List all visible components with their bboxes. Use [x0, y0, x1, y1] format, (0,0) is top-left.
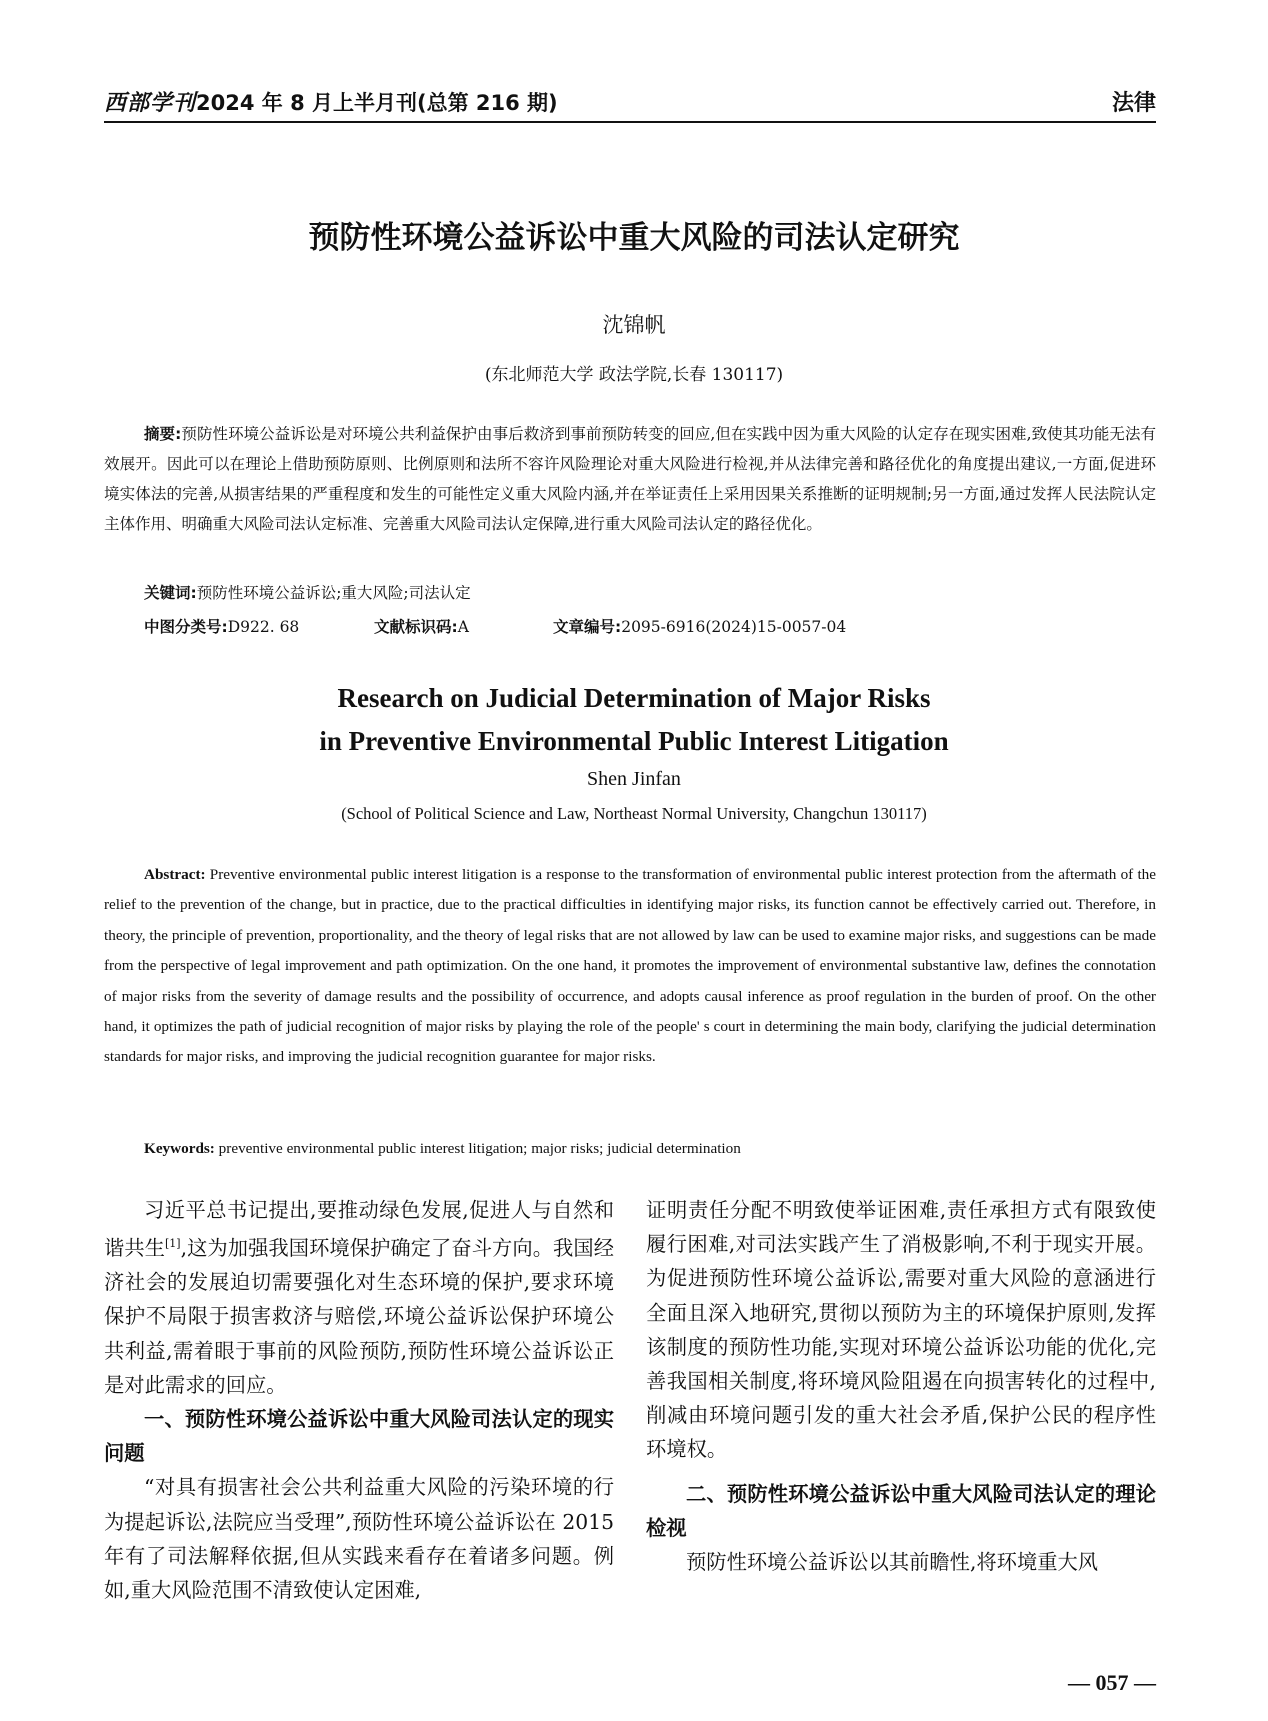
affiliation-en: (School of Political Science and Law, Northeast Normal University, Changchun 130117): [341, 804, 927, 823]
clc-value: D922. 68: [227, 618, 300, 636]
body-paragraph: “对具有损害社会公共利益重大风险的污染环境的行为提起诉讼,法院应当受理”,预防性环境公益诉讼在 2015 年有了司法解释依据,但从实践来看存在着诸多问题。例如,重大风险范围不清致使认定困难,: [104, 1475, 614, 1602]
page-title-cn: 预防性环境公益诉讼中重大风险的司法认定研究: [308, 220, 960, 256]
body-paragraph: 证明责任分配不明致使举证困难,责任承担方式有限致使履行困难,对司法实践产生了消极影响,不利于现实开展。为促进预防性环境公益诉讼,需要对重大风险的意涵进行全面且深入地研究,贯彻以预防为主的环境保护原则,发挥该制度的预防性功能,实现对环境公益诉讼功能的优化,完善我国相关制度,将环境风险阻遏在向损害转化的过程中,削减由环境问题引发的重大社会矛盾,保护公民的程序性环境权。: [646, 1198, 1156, 1462]
title-en-line1: Research on Judicial Determination of Major Risks: [337, 683, 931, 713]
section-label: 法律: [1111, 91, 1156, 116]
keywords-en: [144, 1140, 741, 1158]
journal-issue: [104, 86, 558, 117]
keywords-en-label: Keywords:: [144, 1140, 215, 1157]
abstract-cn-label: 摘要:: [144, 425, 182, 443]
title-en-line2: in Preventive Environmental Public Interest Litigation: [319, 726, 949, 756]
page-title-en: [0, 677, 1268, 763]
abstract-en: [104, 860, 1156, 1073]
article-no-value: 2095-6916(2024)15-0057-04: [621, 618, 847, 636]
abstract-en-text: Preventive environmental public interest litigation is a response to the transformation of environmental public interest protection from the aftermath of the relief to the prevention of the change, but in practice, due to the practical difficulties in identifying major risks, its function cannot be effectively carried out. Therefore, in theory, the principle of prevention, proportionality, and the theory of legal risks that are not allowed by law can be used to examine major risks, and suggestions can be made from the perspective of legal improvement and path optimization. On the one hand, it promotes the improvement of environmental substantive law, defines the connotation of major risks from the severity of damage results and the possibility of occurrence, and adopts causal inference as proof regulation in the burden of proof. On the other hand, it optimizes the path of judicial recognition of major risks by playing the role of the people' s court in determining the main body, clarifying the judicial determination standards for major risks, and improving the judicial recognition guarantee for major risks.: [104, 866, 1157, 1066]
paragraph-text: ,这为加强我国环境保护确定了奋斗方向。我国经济社会的发展迫切需要强化对生态环境的保护,要求环境保护不局限于损害救济与赔偿,环境公益诉讼保护环境公共利益,需着眼于事前的风险预防,预防性环境公益诉讼正是对此需求的回应。: [104, 1235, 614, 1397]
keywords-cn: [144, 581, 471, 603]
affiliation-cn: (东北师范大学 政法学院,长春 130117): [484, 365, 784, 385]
abstract-cn-text: 预防性环境公益诉讼是对环境公共利益保护由事后救济到事前预防转变的回应,但在实践中因为重大风险的认定存在现实困难,致使其功能无法有效展开。因此可以在理论上借助预防原则、比例原则和法所不容许风险理论对重大风险进行检视,并从法律完善和路径优化的角度提出建议,一方面,促进环境实体法的完善,从损害结果的严重程度和发生的可能性定义重大风险内涵,并在举证责任上采用因果关系推断的证明规制;另一方面,通过发挥人民法院认定主体作用、明确重大风险司法认定标准、完善重大风险司法认定保障,进行重大风险司法认定的路径优化。: [104, 425, 1157, 533]
paragraph-text: 习近平总书记提出,要推动绿色发展,促进人与自然和谐共生: [104, 1198, 614, 1260]
clc-label: 中图分类号:: [144, 618, 228, 636]
author-en: Shen Jinfan: [587, 768, 681, 790]
clc-number: [144, 615, 299, 637]
journal-logo: 西部学刊: [104, 90, 197, 116]
author-cn: 沈锦帆: [602, 313, 666, 337]
body-column-left: [104, 1193, 614, 1607]
issue-info: 2024 年 8 月上半月刊(总第 216 期): [196, 91, 558, 115]
body-column-right: [646, 1193, 1156, 1579]
keywords-cn-label: 关键词:: [144, 584, 197, 602]
section-heading-1: 一、预防性环境公益诉讼中重大风险司法认定的现实问题: [104, 1406, 614, 1466]
article-no-label: 文章编号:: [553, 618, 622, 636]
article-number: [553, 615, 846, 637]
abstract-en-label: Abstract:: [144, 866, 206, 883]
running-header: [104, 84, 1156, 120]
abstract-cn: [104, 419, 1156, 539]
section-heading-2: 二、预防性环境公益诉讼中重大风险司法认定的理论检视: [646, 1481, 1156, 1540]
header-divider: [104, 121, 1156, 123]
keywords-en-text: preventive environmental public interest litigation; major risks; judicial determination: [218, 1140, 741, 1157]
body-paragraph: [104, 1193, 614, 1402]
page-number: — 057 —: [1068, 1670, 1156, 1695]
citation-ref: [1]: [165, 1237, 181, 1251]
doc-code-label: 文献标识码:: [374, 618, 458, 636]
keywords-cn-text: 预防性环境公益诉讼;重大风险;司法认定: [196, 584, 471, 602]
doc-code-value: A: [457, 618, 469, 636]
body-paragraph: 预防性环境公益诉讼以其前瞻性,将环境重大风: [686, 1550, 1099, 1575]
document-code: [374, 615, 469, 637]
